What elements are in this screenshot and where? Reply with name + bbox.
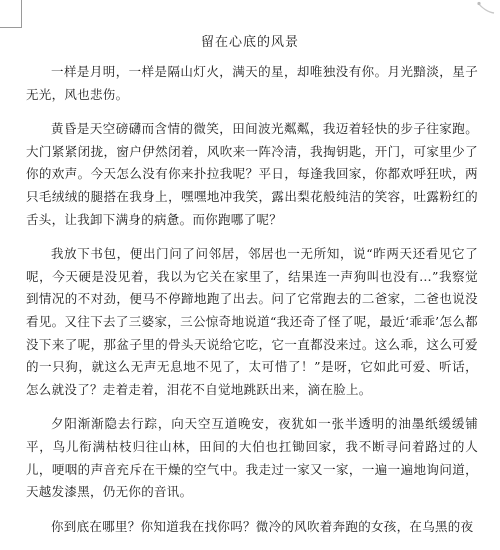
crop-mark-vertical (21, 0, 22, 28)
paragraph: 一样是月明，一样是隔山灯火，满天的星，却唯独没有你。月光黯淡，星子无光，风也悲伤。 (26, 64, 478, 102)
document-body (26, 61, 478, 550)
document-title: 留在心底的风景 (200, 35, 299, 50)
paragraph: 我放下书包，便出门问了问邻居，邻居也一无所知，说“昨两天还看见它了呢，今天硬是没见着，我以为它关在家里了，结果连一声狗叫也没有…”我察觉到情况的不对劲，便马不停蹄地跑了出去。问了它常跑去的二爸家，二爸也说没看见。又往下去了三婆家，三公惊奇地说道“我还奇了怪了呢，最近‘乖乖’怎么都没下来了呢，那盆子里的骨头天说给它吃，它一直都没来过。这么乖，这么可爱的一只狗，就这么无声无息地不见了，太可惜了！”是呀，它如此可爱、听话，怎么就没了？走着走着，泪花不自觉地跳跃出来，滴在脸上。 (26, 246, 478, 397)
paragraph: 你到底在哪里？你知道我在找你吗？微冷的风吹着奔跑的女孩，在乌黑的夜 (51, 518, 474, 534)
paragraph: 夕阳渐渐隐去行踪，向天空互道晚安，夜犹如一张半透明的油墨纸缓缓铺平，鸟儿衔满枯枝归往山林，田间的大伯也扛锄回家，我不断寻问着路过的人儿，哽咽的声音充斥在干燥的空气中。我走过一家又一家，一遍一遍地询问道，天越发漆黑，仍无你的音讯。 (26, 416, 478, 500)
paragraph: 黄昏是天空磅礴而含情的微笑，田间波光粼粼，我迈着轻快的步子往家跑。大门紧紧闭拢，窗户伊然闭着，风吹来一阵冷清，我掏钥匙，开门，可家里少了你的欢声。今天怎么没有你来扑拉我呢？平日，每逢我回家，你都欢呼狂吠，两只毛绒绒的腿搭在我身上，嘿嘿地冲我笑，露出梨花般纯洁的笑容，吐露粉红的舌头，让我卸下满身的病惫。而你跑哪了呢？ (26, 121, 478, 227)
corner-curl-icon (474, 0, 496, 18)
crop-mark-horizontal (0, 27, 21, 28)
